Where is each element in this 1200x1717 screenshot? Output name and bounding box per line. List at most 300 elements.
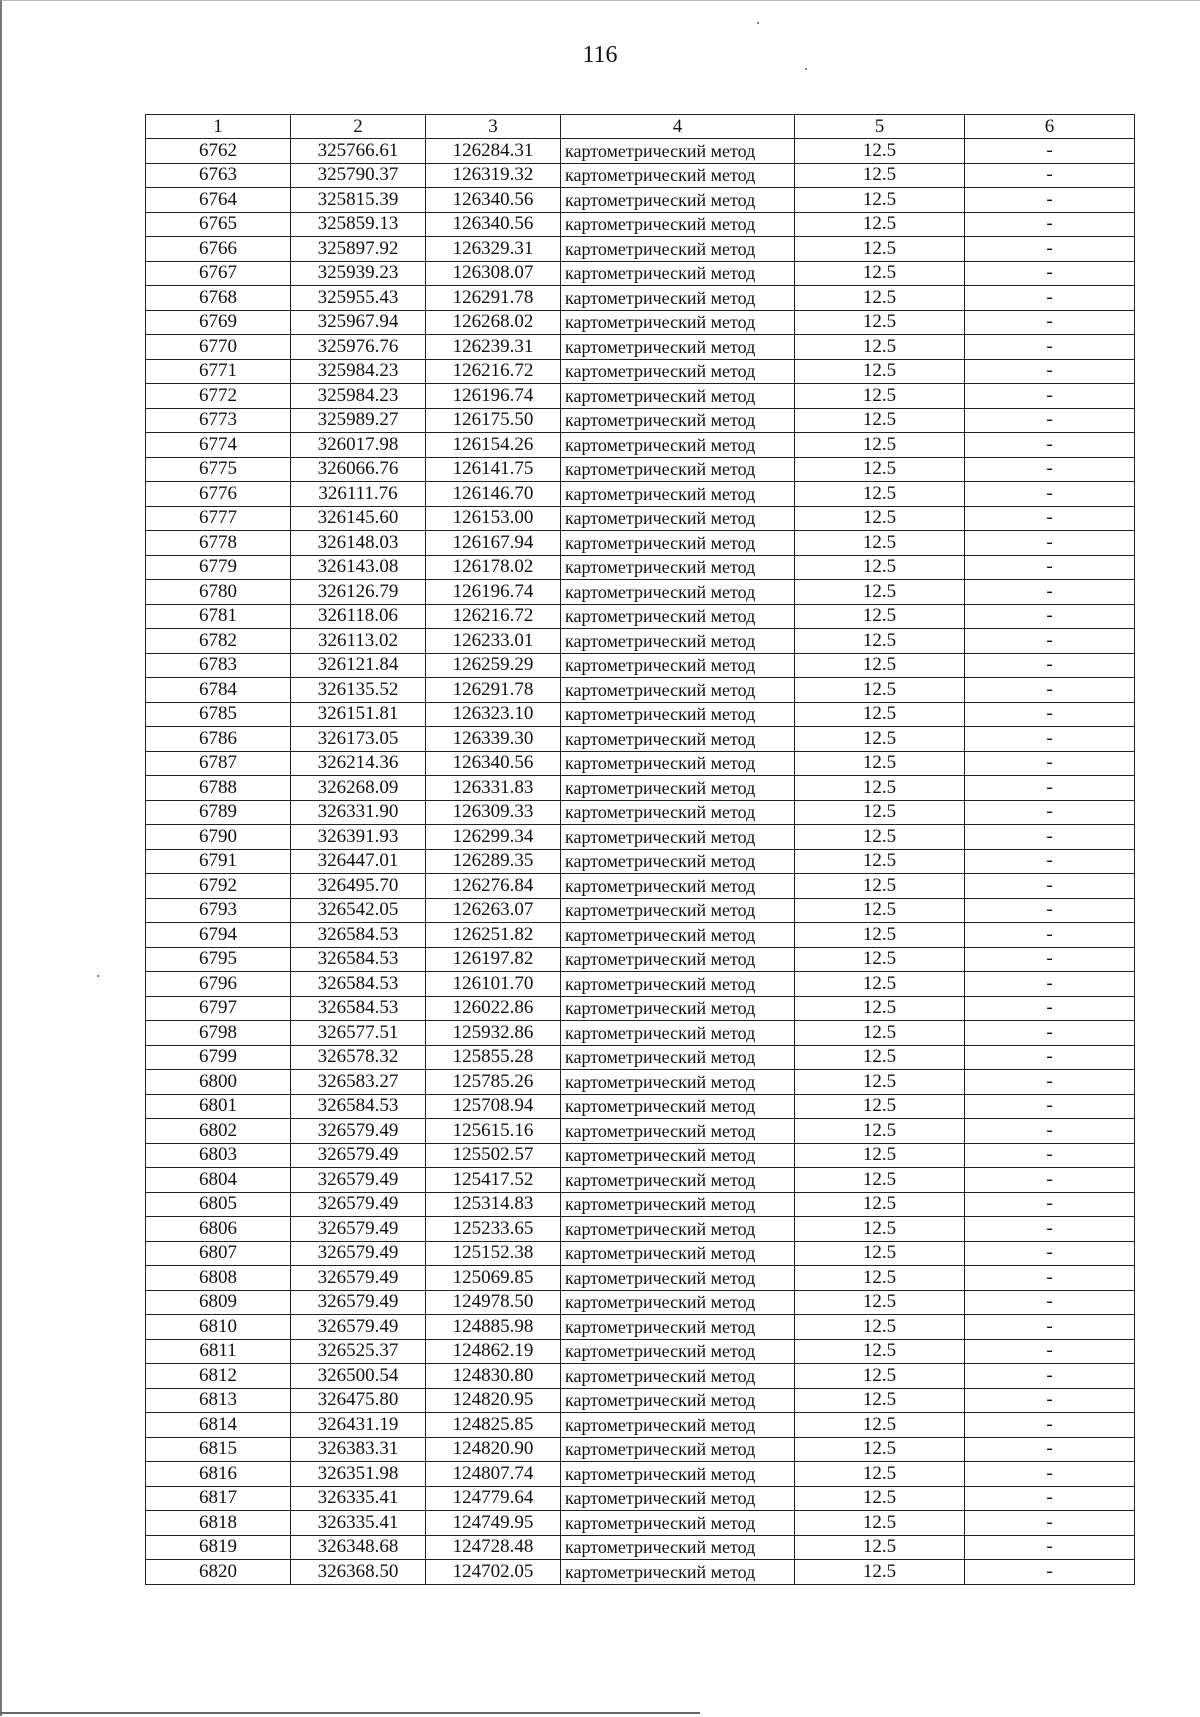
method-cell: картометрический метод (561, 751, 795, 776)
method-cell: картометрический метод (561, 1094, 795, 1119)
note-cell: - (965, 1364, 1135, 1389)
y-coordinate-cell: 124978.50 (426, 1290, 561, 1315)
x-coordinate-cell: 325859.13 (291, 212, 426, 237)
method-cell: картометрический метод (561, 1535, 795, 1560)
y-coordinate-cell: 126263.07 (426, 898, 561, 923)
point-number-cell: 6786 (146, 727, 291, 752)
note-cell: - (965, 727, 1135, 752)
accuracy-cell: 12.5 (795, 702, 965, 727)
point-number-cell: 6816 (146, 1462, 291, 1487)
method-cell: картометрический метод (561, 727, 795, 752)
point-number-cell: 6814 (146, 1413, 291, 1438)
note-cell: - (965, 604, 1135, 629)
x-coordinate-cell: 326495.70 (291, 874, 426, 899)
accuracy-cell: 12.5 (795, 408, 965, 433)
coordinates-table (145, 114, 1135, 1585)
table-row (146, 1413, 1135, 1438)
y-coordinate-cell: 124820.90 (426, 1437, 561, 1462)
y-coordinate-cell: 126233.01 (426, 629, 561, 654)
accuracy-cell: 12.5 (795, 825, 965, 850)
table-row (146, 629, 1135, 654)
point-number-cell: 6779 (146, 555, 291, 580)
table-row (146, 1511, 1135, 1536)
table-row (146, 506, 1135, 531)
table-row (146, 1266, 1135, 1291)
table-row (146, 1315, 1135, 1340)
table-row (146, 604, 1135, 629)
note-cell: - (965, 996, 1135, 1021)
note-cell: - (965, 457, 1135, 482)
table-row (146, 1070, 1135, 1095)
y-coordinate-cell: 126239.31 (426, 335, 561, 360)
x-coordinate-cell: 326584.53 (291, 972, 426, 997)
x-coordinate-cell: 326584.53 (291, 923, 426, 948)
point-number-cell: 6787 (146, 751, 291, 776)
method-cell: картометрический метод (561, 1045, 795, 1070)
accuracy-cell: 12.5 (795, 261, 965, 286)
accuracy-cell: 12.5 (795, 237, 965, 262)
point-number-cell: 6804 (146, 1168, 291, 1193)
method-cell: картометрический метод (561, 1266, 795, 1291)
table-row (146, 1535, 1135, 1560)
table-row (146, 139, 1135, 164)
column-header: 2 (291, 115, 426, 139)
accuracy-cell: 12.5 (795, 678, 965, 703)
x-coordinate-cell: 326214.36 (291, 751, 426, 776)
point-number-cell: 6789 (146, 800, 291, 825)
point-number-cell: 6800 (146, 1070, 291, 1095)
x-coordinate-cell: 326579.49 (291, 1217, 426, 1242)
accuracy-cell: 12.5 (795, 1168, 965, 1193)
accuracy-cell: 12.5 (795, 310, 965, 335)
x-coordinate-cell: 326335.41 (291, 1486, 426, 1511)
x-coordinate-cell: 326351.98 (291, 1462, 426, 1487)
y-coordinate-cell: 126331.83 (426, 776, 561, 801)
method-cell: картометрический метод (561, 1143, 795, 1168)
y-coordinate-cell: 126141.75 (426, 457, 561, 482)
accuracy-cell: 12.5 (795, 800, 965, 825)
y-coordinate-cell: 126340.56 (426, 212, 561, 237)
note-cell: - (965, 1192, 1135, 1217)
table-row (146, 996, 1135, 1021)
y-coordinate-cell: 126153.00 (426, 506, 561, 531)
column-header: 4 (561, 115, 795, 139)
point-number-cell: 6781 (146, 604, 291, 629)
note-cell: - (965, 947, 1135, 972)
method-cell: картометрический метод (561, 408, 795, 433)
table-row (146, 212, 1135, 237)
y-coordinate-cell: 126308.07 (426, 261, 561, 286)
x-coordinate-cell: 325766.61 (291, 139, 426, 164)
accuracy-cell: 12.5 (795, 1094, 965, 1119)
accuracy-cell: 12.5 (795, 1437, 965, 1462)
accuracy-cell: 12.5 (795, 580, 965, 605)
y-coordinate-cell: 124702.05 (426, 1560, 561, 1585)
point-number-cell: 6790 (146, 825, 291, 850)
column-header: 3 (426, 115, 561, 139)
y-coordinate-cell: 125069.85 (426, 1266, 561, 1291)
y-coordinate-cell: 126178.02 (426, 555, 561, 580)
point-number-cell: 6809 (146, 1290, 291, 1315)
x-coordinate-cell: 325939.23 (291, 261, 426, 286)
note-cell: - (965, 188, 1135, 213)
point-number-cell: 6785 (146, 702, 291, 727)
note-cell: - (965, 261, 1135, 286)
y-coordinate-cell: 126216.72 (426, 359, 561, 384)
method-cell: картометрический метод (561, 580, 795, 605)
y-coordinate-cell: 125615.16 (426, 1119, 561, 1144)
table-body (146, 139, 1135, 1585)
accuracy-cell: 12.5 (795, 604, 965, 629)
note-cell: - (965, 212, 1135, 237)
point-number-cell: 6801 (146, 1094, 291, 1119)
accuracy-cell: 12.5 (795, 286, 965, 311)
table-row (146, 972, 1135, 997)
note-cell: - (965, 1094, 1135, 1119)
table-row (146, 947, 1135, 972)
table-row (146, 457, 1135, 482)
note-cell: - (965, 580, 1135, 605)
accuracy-cell: 12.5 (795, 776, 965, 801)
x-coordinate-cell: 326584.53 (291, 996, 426, 1021)
note-cell: - (965, 1021, 1135, 1046)
point-number-cell: 6767 (146, 261, 291, 286)
y-coordinate-cell: 124885.98 (426, 1315, 561, 1340)
note-cell: - (965, 1070, 1135, 1095)
point-number-cell: 6799 (146, 1045, 291, 1070)
y-coordinate-cell: 126101.70 (426, 972, 561, 997)
note-cell: - (965, 751, 1135, 776)
x-coordinate-cell: 326268.09 (291, 776, 426, 801)
x-coordinate-cell: 326475.80 (291, 1388, 426, 1413)
table-row (146, 1168, 1135, 1193)
point-number-cell: 6794 (146, 923, 291, 948)
table-row (146, 310, 1135, 335)
note-cell: - (965, 874, 1135, 899)
note-cell: - (965, 1315, 1135, 1340)
x-coordinate-cell: 326348.68 (291, 1535, 426, 1560)
y-coordinate-cell: 125417.52 (426, 1168, 561, 1193)
note-cell: - (965, 408, 1135, 433)
method-cell: картометрический метод (561, 1119, 795, 1144)
note-cell: - (965, 335, 1135, 360)
method-cell: картометрический метод (561, 237, 795, 262)
method-cell: картометрический метод (561, 947, 795, 972)
method-cell: картометрический метод (561, 335, 795, 360)
accuracy-cell: 12.5 (795, 849, 965, 874)
accuracy-cell: 12.5 (795, 188, 965, 213)
table-row (146, 1094, 1135, 1119)
method-cell: картометрический метод (561, 874, 795, 899)
point-number-cell: 6805 (146, 1192, 291, 1217)
note-cell: - (965, 1560, 1135, 1585)
x-coordinate-cell: 326579.49 (291, 1241, 426, 1266)
x-coordinate-cell: 326584.53 (291, 1094, 426, 1119)
method-cell: картометрический метод (561, 776, 795, 801)
note-cell: - (965, 1437, 1135, 1462)
point-number-cell: 6770 (146, 335, 291, 360)
method-cell: картометрический метод (561, 482, 795, 507)
method-cell: картометрический метод (561, 1290, 795, 1315)
method-cell: картометрический метод (561, 1315, 795, 1340)
method-cell: картометрический метод (561, 1511, 795, 1536)
y-coordinate-cell: 125314.83 (426, 1192, 561, 1217)
method-cell: картометрический метод (561, 359, 795, 384)
table-row (146, 359, 1135, 384)
y-coordinate-cell: 126196.74 (426, 384, 561, 409)
table-row (146, 849, 1135, 874)
method-cell: картометрический метод (561, 1486, 795, 1511)
note-cell: - (965, 310, 1135, 335)
x-coordinate-cell: 326525.37 (291, 1339, 426, 1364)
x-coordinate-cell: 326391.93 (291, 825, 426, 850)
point-number-cell: 6762 (146, 139, 291, 164)
point-number-cell: 6772 (146, 384, 291, 409)
y-coordinate-cell: 126339.30 (426, 727, 561, 752)
table-row (146, 776, 1135, 801)
point-number-cell: 6812 (146, 1364, 291, 1389)
note-cell: - (965, 286, 1135, 311)
x-coordinate-cell: 325989.27 (291, 408, 426, 433)
note-cell: - (965, 849, 1135, 874)
table-row (146, 898, 1135, 923)
x-coordinate-cell: 325955.43 (291, 286, 426, 311)
y-coordinate-cell: 126299.34 (426, 825, 561, 850)
accuracy-cell: 12.5 (795, 482, 965, 507)
x-coordinate-cell: 326447.01 (291, 849, 426, 874)
accuracy-cell: 12.5 (795, 506, 965, 531)
table-row (146, 923, 1135, 948)
y-coordinate-cell: 124862.19 (426, 1339, 561, 1364)
x-coordinate-cell: 326368.50 (291, 1560, 426, 1585)
accuracy-cell: 12.5 (795, 1486, 965, 1511)
accuracy-cell: 12.5 (795, 653, 965, 678)
method-cell: картометрический метод (561, 531, 795, 556)
point-number-cell: 6783 (146, 653, 291, 678)
method-cell: картометрический метод (561, 1437, 795, 1462)
table-row (146, 1217, 1135, 1242)
y-coordinate-cell: 124807.74 (426, 1462, 561, 1487)
method-cell: картометрический метод (561, 139, 795, 164)
y-coordinate-cell: 126167.94 (426, 531, 561, 556)
y-coordinate-cell: 126197.82 (426, 947, 561, 972)
point-number-cell: 6818 (146, 1511, 291, 1536)
note-cell: - (965, 1217, 1135, 1242)
x-coordinate-cell: 326335.41 (291, 1511, 426, 1536)
method-cell: картометрический метод (561, 1241, 795, 1266)
y-coordinate-cell: 126022.86 (426, 996, 561, 1021)
x-coordinate-cell: 326577.51 (291, 1021, 426, 1046)
method-cell: картометрический метод (561, 800, 795, 825)
y-coordinate-cell: 126329.31 (426, 237, 561, 262)
accuracy-cell: 12.5 (795, 139, 965, 164)
table-row (146, 1364, 1135, 1389)
point-number-cell: 6774 (146, 433, 291, 458)
note-cell: - (965, 1511, 1135, 1536)
y-coordinate-cell: 126251.82 (426, 923, 561, 948)
point-number-cell: 6807 (146, 1241, 291, 1266)
point-number-cell: 6773 (146, 408, 291, 433)
method-cell: картометрический метод (561, 188, 795, 213)
column-header: 5 (795, 115, 965, 139)
table-row (146, 874, 1135, 899)
point-number-cell: 6780 (146, 580, 291, 605)
point-number-cell: 6777 (146, 506, 291, 531)
y-coordinate-cell: 125855.28 (426, 1045, 561, 1070)
accuracy-cell: 12.5 (795, 996, 965, 1021)
y-coordinate-cell: 124830.80 (426, 1364, 561, 1389)
accuracy-cell: 12.5 (795, 212, 965, 237)
point-number-cell: 6791 (146, 849, 291, 874)
method-cell: картометрический метод (561, 923, 795, 948)
y-coordinate-cell: 126340.56 (426, 751, 561, 776)
table-row (146, 1143, 1135, 1168)
point-number-cell: 6766 (146, 237, 291, 262)
scan-speck (97, 975, 99, 977)
table-row (146, 163, 1135, 188)
y-coordinate-cell: 125233.65 (426, 1217, 561, 1242)
accuracy-cell: 12.5 (795, 1339, 965, 1364)
x-coordinate-cell: 326579.49 (291, 1290, 426, 1315)
y-coordinate-cell: 126259.29 (426, 653, 561, 678)
point-number-cell: 6802 (146, 1119, 291, 1144)
note-cell: - (965, 1045, 1135, 1070)
method-cell: картометрический метод (561, 1168, 795, 1193)
point-number-cell: 6764 (146, 188, 291, 213)
table-row (146, 825, 1135, 850)
x-coordinate-cell: 326383.31 (291, 1437, 426, 1462)
x-coordinate-cell: 325984.23 (291, 384, 426, 409)
accuracy-cell: 12.5 (795, 1070, 965, 1095)
x-coordinate-cell: 325967.94 (291, 310, 426, 335)
point-number-cell: 6778 (146, 531, 291, 556)
note-cell: - (965, 555, 1135, 580)
y-coordinate-cell: 126323.10 (426, 702, 561, 727)
table-row (146, 1462, 1135, 1487)
table-row (146, 1021, 1135, 1046)
note-cell: - (965, 653, 1135, 678)
table-row (146, 1045, 1135, 1070)
y-coordinate-cell: 124749.95 (426, 1511, 561, 1536)
table-row (146, 800, 1135, 825)
accuracy-cell: 12.5 (795, 1217, 965, 1242)
column-header: 6 (965, 115, 1135, 139)
table-row (146, 335, 1135, 360)
method-cell: картометрический метод (561, 1021, 795, 1046)
table-row (146, 751, 1135, 776)
method-cell: картометрический метод (561, 653, 795, 678)
point-number-cell: 6817 (146, 1486, 291, 1511)
note-cell: - (965, 1143, 1135, 1168)
y-coordinate-cell: 126154.26 (426, 433, 561, 458)
y-coordinate-cell: 126291.78 (426, 678, 561, 703)
y-coordinate-cell: 125708.94 (426, 1094, 561, 1119)
point-number-cell: 6763 (146, 163, 291, 188)
accuracy-cell: 12.5 (795, 874, 965, 899)
method-cell: картометрический метод (561, 1364, 795, 1389)
x-coordinate-cell: 326145.60 (291, 506, 426, 531)
note-cell: - (965, 1119, 1135, 1144)
point-number-cell: 6810 (146, 1315, 291, 1340)
accuracy-cell: 12.5 (795, 751, 965, 776)
x-coordinate-cell: 326579.49 (291, 1266, 426, 1291)
y-coordinate-cell: 126216.72 (426, 604, 561, 629)
method-cell: картометрический метод (561, 898, 795, 923)
accuracy-cell: 12.5 (795, 1241, 965, 1266)
y-coordinate-cell: 125932.86 (426, 1021, 561, 1046)
method-cell: картометрический метод (561, 506, 795, 531)
x-coordinate-cell: 326500.54 (291, 1364, 426, 1389)
accuracy-cell: 12.5 (795, 1388, 965, 1413)
table-row (146, 555, 1135, 580)
y-coordinate-cell: 124825.85 (426, 1413, 561, 1438)
table-row (146, 1388, 1135, 1413)
page-number: 116 (582, 42, 618, 68)
accuracy-cell: 12.5 (795, 1266, 965, 1291)
y-coordinate-cell: 124820.95 (426, 1388, 561, 1413)
point-number-cell: 6784 (146, 678, 291, 703)
table-row (146, 1437, 1135, 1462)
table-row (146, 531, 1135, 556)
method-cell: картометрический метод (561, 1192, 795, 1217)
x-coordinate-cell: 326579.49 (291, 1315, 426, 1340)
x-coordinate-cell: 326148.03 (291, 531, 426, 556)
method-cell: картометрический метод (561, 1388, 795, 1413)
method-cell: картометрический метод (561, 310, 795, 335)
accuracy-cell: 12.5 (795, 163, 965, 188)
point-number-cell: 6796 (146, 972, 291, 997)
x-coordinate-cell: 326331.90 (291, 800, 426, 825)
note-cell: - (965, 139, 1135, 164)
note-cell: - (965, 1339, 1135, 1364)
accuracy-cell: 12.5 (795, 1364, 965, 1389)
bottom-edge-line (0, 1712, 700, 1714)
point-number-cell: 6811 (146, 1339, 291, 1364)
y-coordinate-cell: 126309.33 (426, 800, 561, 825)
x-coordinate-cell: 326579.49 (291, 1119, 426, 1144)
y-coordinate-cell: 126319.32 (426, 163, 561, 188)
note-cell: - (965, 1168, 1135, 1193)
x-coordinate-cell: 326578.32 (291, 1045, 426, 1070)
y-coordinate-cell: 126284.31 (426, 139, 561, 164)
note-cell: - (965, 702, 1135, 727)
method-cell: картометрический метод (561, 1070, 795, 1095)
x-coordinate-cell: 325815.39 (291, 188, 426, 213)
table-row (146, 580, 1135, 605)
point-number-cell: 6771 (146, 359, 291, 384)
y-coordinate-cell: 126291.78 (426, 286, 561, 311)
method-cell: картометрический метод (561, 972, 795, 997)
method-cell: картометрический метод (561, 457, 795, 482)
table-row (146, 433, 1135, 458)
point-number-cell: 6782 (146, 629, 291, 654)
table-row (146, 702, 1135, 727)
note-cell: - (965, 898, 1135, 923)
column-header: 1 (146, 115, 291, 139)
accuracy-cell: 12.5 (795, 555, 965, 580)
point-number-cell: 6765 (146, 212, 291, 237)
accuracy-cell: 12.5 (795, 1143, 965, 1168)
y-coordinate-cell: 126340.56 (426, 188, 561, 213)
table-row (146, 653, 1135, 678)
point-number-cell: 6793 (146, 898, 291, 923)
point-number-cell: 6808 (146, 1266, 291, 1291)
y-coordinate-cell: 126268.02 (426, 310, 561, 335)
x-coordinate-cell: 326579.49 (291, 1168, 426, 1193)
method-cell: картометрический метод (561, 433, 795, 458)
x-coordinate-cell: 325984.23 (291, 359, 426, 384)
method-cell: картометрический метод (561, 555, 795, 580)
